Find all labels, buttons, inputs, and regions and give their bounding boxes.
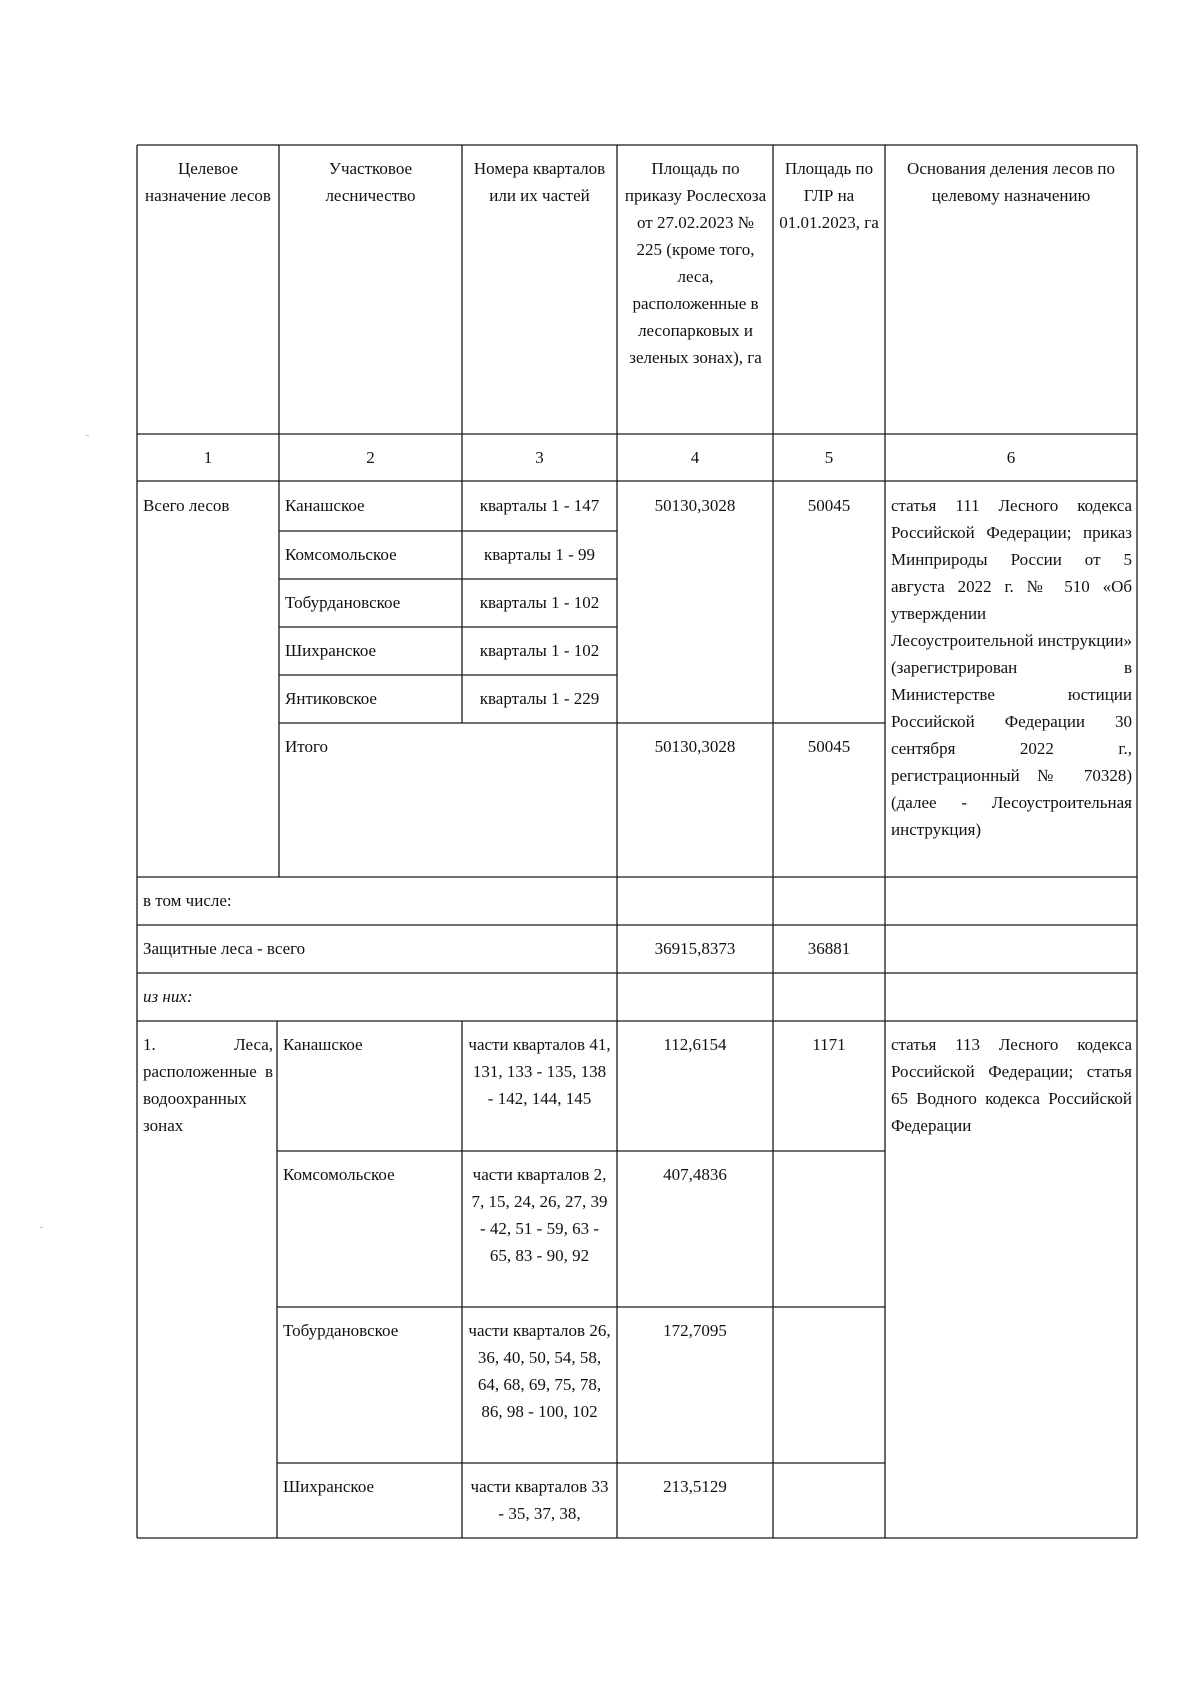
quarters-range: кварталы 1 - 229 [479, 689, 600, 708]
forestry-name: Канашское [285, 496, 365, 515]
column-number: 1 [203, 448, 213, 467]
forestry-name: Янтиковское [285, 689, 377, 708]
header-forestry: Участковое лесничество [325, 159, 416, 205]
area-order: 172,7095 [663, 1321, 727, 1340]
quarters-parts: части кварталов 26, 36, 40, 50, 54, 58, 64, 68, 69, 75, 78, 86, 98 - 100, 102 [468, 1321, 611, 1421]
including-label: в том числе: [143, 891, 232, 910]
column-number: 5 [824, 448, 834, 467]
column-number: 6 [1006, 448, 1016, 467]
quarters-parts: части кварталов 33 - 35, 37, 38, [470, 1477, 609, 1523]
forestry-name: Тобурдановское [283, 1321, 399, 1340]
area-glr: 1171 [812, 1035, 846, 1054]
total-basis: статья 111 Лесного кодекса Российской Федерации; приказ Минприроды России от 5 августа 2022 г. № 510 «Об утверждении Лесоустроительной инструкции» (зарегистрирован в Министерстве юстиции Российской Федерации 30 сентября 2022 г., регистрационный № 70328) (далее - Лесоустроительная инструкция) [891, 496, 1132, 839]
quarters-range: кварталы 1 - 147 [479, 496, 600, 515]
forestry-name: Шихранское [285, 641, 377, 660]
quarters-range: кварталы 1 - 102 [479, 641, 600, 660]
forestry-name: Тобурдановское [285, 593, 401, 612]
column-number: 4 [690, 448, 700, 467]
protective-label: Защитные леса - всего [143, 939, 306, 958]
header-area-order: Площадь по приказу Рослесхоза от 27.02.2023 № 225 (кроме того, леса, расположенные в лесопарковых и зеленых зонах), га [624, 159, 767, 367]
quarters-range: кварталы 1 - 99 [483, 545, 596, 564]
column-number: 3 [535, 448, 544, 467]
of-them-label: из них: [143, 987, 193, 1006]
protective-area-order: 36915,8373 [654, 939, 736, 958]
itogo-area-glr: 50045 [807, 737, 851, 756]
itogo-area-order: 50130,3028 [654, 737, 736, 756]
itogo-label: Итого [285, 737, 329, 756]
header-basis: Основания деления лесов по целевому назначению [907, 159, 1115, 205]
header-area-glr: Площадь по ГЛР на 01.01.2023, га [779, 159, 879, 232]
area-order: 112,6154 [663, 1035, 727, 1054]
area-order: 213,5129 [663, 1477, 727, 1496]
header-quarters: Номера кварталов или их частей [473, 159, 606, 205]
forestry-name: Канашское [283, 1035, 363, 1054]
water-basis: статья 113 Лесного кодекса Российской Федерации; статья 65 Водного кодекса Российской Федерации [891, 1035, 1132, 1135]
scan-artifact [40, 1227, 43, 1228]
quarters-range: кварталы 1 - 102 [479, 593, 600, 612]
column-number: 2 [366, 448, 375, 467]
total-purpose: Всего лесов [143, 496, 230, 515]
quarters-parts: части кварталов 41, 131, 133 - 135, 138 - 142, 144, 145 [468, 1035, 611, 1108]
forestry-name: Шихранское [283, 1477, 375, 1496]
quarters-parts: части кварталов 2, 7, 15, 24, 26, 27, 39 - 42, 51 - 59, 63 - 65, 83 - 90, 92 [471, 1165, 608, 1265]
area-order: 407,4836 [663, 1165, 727, 1184]
scan-artifact [86, 435, 89, 436]
total-area-glr: 50045 [807, 496, 851, 515]
total-area-order: 50130,3028 [654, 496, 736, 515]
forestry-name: Комсомольское [283, 1165, 395, 1184]
header-purpose: Целевое назначение лесов [145, 159, 271, 205]
water-purpose: 1. Леса, расположенные в водоохранных зонах [143, 1035, 273, 1135]
forestry-name: Комсомольское [285, 545, 397, 564]
protective-area-glr: 36881 [807, 939, 851, 958]
